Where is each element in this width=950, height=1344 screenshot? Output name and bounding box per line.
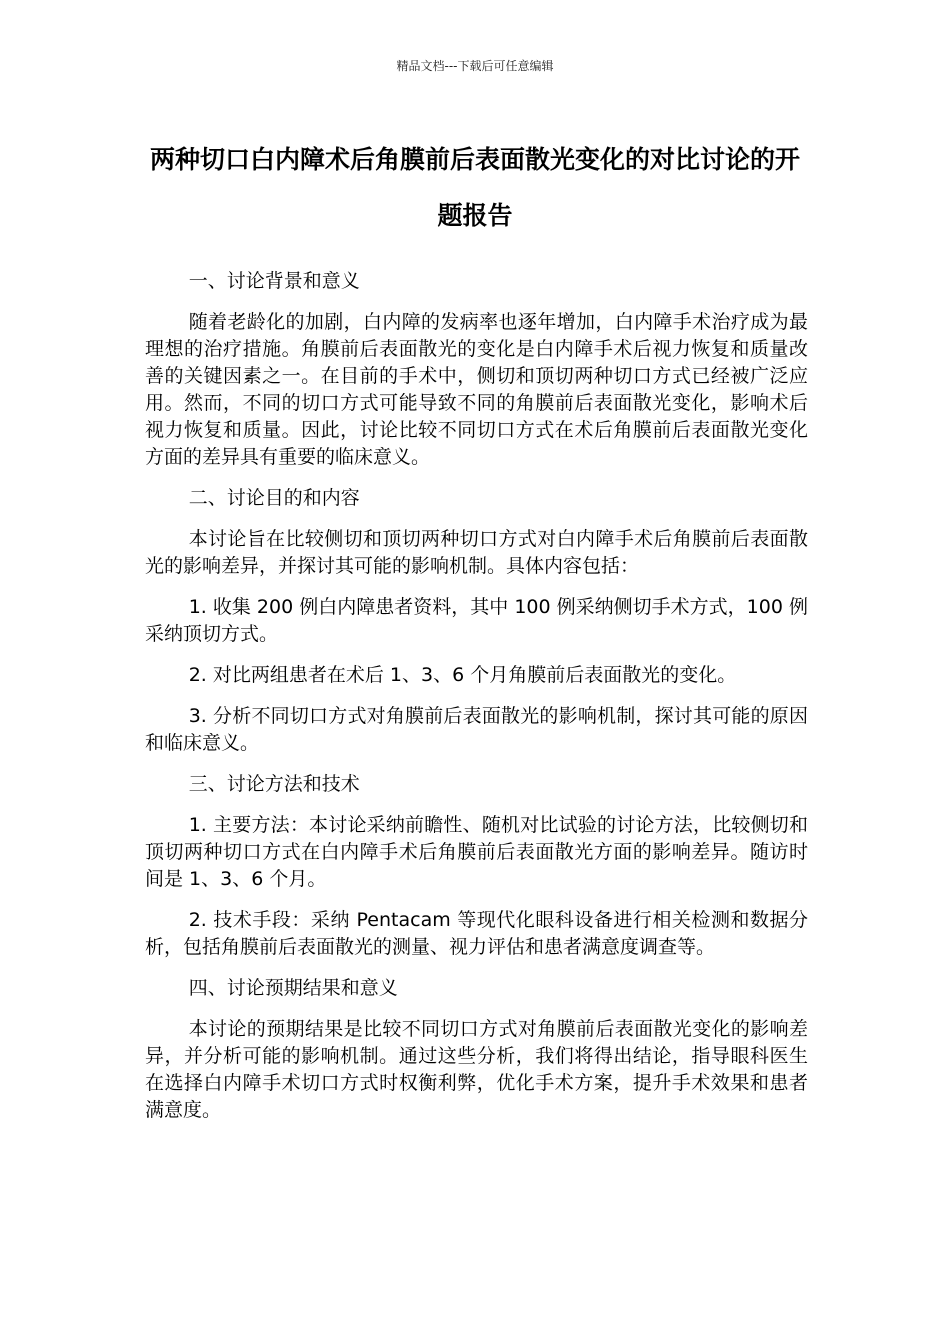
section-heading-purpose: 二、讨论目的和内容 bbox=[188, 487, 360, 509]
document-body bbox=[145, 268, 808, 1138]
paragraph-background: 随着老龄化的加剧，白内障的发病率也逐年增加，白内障手术治疗成为最理想的治疗措施。角膜前后表面散光的变化是白内障手术后视力恢复和质量改善的关键因素之一。在目前的手术中，侧切和顶切两种切口方式已经被广泛应用。然而，不同的切口方式可能导致不同的角膜前后表面散光变化，影响术后视力恢复和质量。因此，讨论比较不同切口方式在术后角膜前后表面散光变化方面的差异具有重要的临床意义。 bbox=[145, 311, 808, 468]
paragraph-methods-2: 2. 技术手段：采纳 Pentacam 等现代化眼科设备进行相关检测和数据分析，包括角膜前后表面散光的测量、视力评估和患者满意度调查等。 bbox=[145, 909, 808, 958]
paragraph-expected-results: 本讨论的预期结果是比较不同切口方式对角膜前后表面散光变化的影响差异，并分析可能的影响机制。通过这些分析，我们将得出结论，指导眼科医生在选择白内障手术切口方式时权衡利弊，优化手术方案，提升手术效果和患者满意度。 bbox=[145, 1018, 808, 1121]
document-title: 两种切口白内障术后角膜前后表面散光变化的对比讨论的开题报告 bbox=[149, 145, 800, 230]
section-heading-methods: 三、讨论方法和技术 bbox=[188, 773, 360, 795]
section-heading-expected-results: 四、讨论预期结果和意义 bbox=[188, 977, 398, 999]
header-note: 精品文档---下载后可任意编辑 bbox=[396, 59, 554, 73]
paragraph-purpose-item-3: 3. 分析不同切口方式对角膜前后表面散光的影响机制，探讨其可能的原因和临床意义。 bbox=[145, 705, 808, 754]
paragraph-purpose-item-1: 1. 收集 200 例白内障患者资料，其中 100 例采纳侧切手术方式，100 例采纳顶切方式。 bbox=[145, 596, 808, 645]
paragraph-purpose-intro: 本讨论旨在比较侧切和顶切两种切口方式对白内障手术后角膜前后表面散光的影响差异，并探讨其可能的影响机制。具体内容包括： bbox=[145, 528, 808, 577]
paragraph-methods-1: 1. 主要方法：本讨论采纳前瞻性、随机对比试验的讨论方法，比较侧切和顶切两种切口方式在白内障手术后角膜前后表面散光方面的影响差异。随访时间是 1、3、6 个月。 bbox=[145, 814, 808, 890]
section-heading-background: 一、讨论背景和意义 bbox=[188, 270, 360, 292]
paragraph-purpose-item-2: 2. 对比两组患者在术后 1、3、6 个月角膜前后表面散光的变化。 bbox=[188, 664, 737, 686]
